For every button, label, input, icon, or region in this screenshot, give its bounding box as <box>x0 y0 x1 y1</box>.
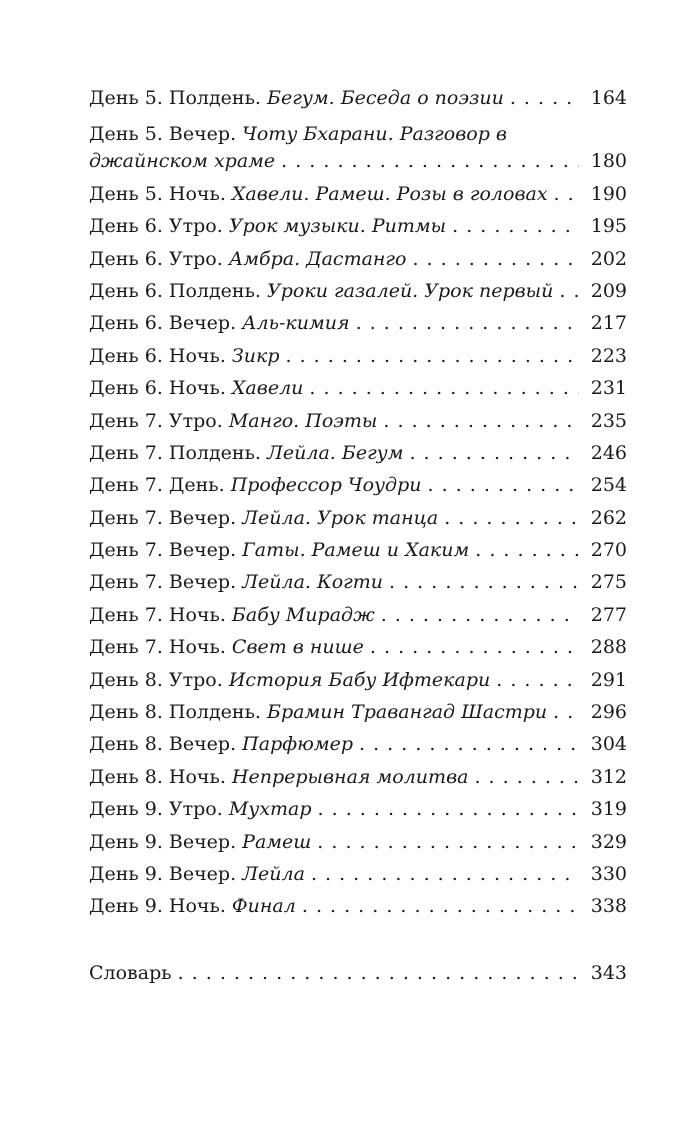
toc-entry-time: День 7. Ночь. <box>89 636 226 659</box>
toc-entry-text <box>89 798 312 820</box>
toc-entry[interactable] <box>89 888 627 920</box>
toc-entry-text <box>89 604 375 626</box>
toc-entry[interactable] <box>89 175 627 207</box>
toc-entry-text <box>89 248 406 270</box>
toc-entry-subject: Лейла <box>242 862 305 885</box>
toc-page-number: 164 <box>579 85 627 112</box>
toc-entry-title <box>89 699 579 726</box>
toc-entry-text <box>89 377 303 399</box>
toc-page-number: 180 <box>579 148 627 175</box>
toc-entry-time: День 6. Ночь. <box>89 377 226 400</box>
toc-entry-title <box>89 602 579 629</box>
toc-entry-text <box>89 312 350 334</box>
toc-page-number: 291 <box>579 667 627 694</box>
toc-entry-subject: Непрерывная молитва <box>231 765 469 788</box>
toc-entry-text <box>89 123 507 172</box>
toc-entry-title <box>89 213 579 240</box>
toc-entry-time: День 7. День. <box>89 474 225 497</box>
toc-entry-time: День 7. Утро. <box>89 409 223 432</box>
toc-page-number: 235 <box>579 408 627 435</box>
toc-entry[interactable] <box>89 273 627 305</box>
toc-entry-title <box>89 278 579 305</box>
toc-entry[interactable] <box>89 532 627 564</box>
toc-entry-time: День 7. Ночь. <box>89 603 226 626</box>
toc-entry[interactable] <box>89 402 627 434</box>
toc-entry-title <box>89 764 579 791</box>
toc-page-number: 195 <box>579 213 627 240</box>
toc-entry-title <box>89 569 579 596</box>
toc-page-number: 246 <box>579 440 627 467</box>
toc-page-number: 209 <box>579 278 627 305</box>
toc-entry[interactable] <box>89 758 627 790</box>
toc-page-number: 190 <box>579 181 627 208</box>
toc-entry-time: День 8. Вечер. <box>89 733 237 756</box>
toc-entry-text <box>89 280 553 302</box>
toc-entry[interactable] <box>89 726 627 758</box>
toc-entry-subject: Брамин Травангад Шастри <box>267 701 548 724</box>
table-of-contents <box>89 80 627 987</box>
toc-entry-subject: Уроки газалей. Урок первый <box>267 279 554 302</box>
toc-entry-title <box>89 505 579 532</box>
toc-entry-text <box>89 571 383 593</box>
toc-entry-subject: Бабу Мирадж <box>231 603 375 626</box>
toc-entry-subject: Хавели <box>231 377 304 400</box>
toc-page-number: 319 <box>579 796 627 823</box>
toc-page-number: 288 <box>579 634 627 661</box>
toc-entry-title <box>89 829 579 856</box>
toc-entry-title <box>89 408 579 435</box>
toc-entry-title <box>89 667 579 694</box>
toc-page-number: 262 <box>579 505 627 532</box>
toc-page-number: 270 <box>579 537 627 564</box>
toc-entry-title <box>89 960 579 987</box>
toc-entry-subject: Хавели. Рамеш. Розы в головах <box>231 182 548 205</box>
toc-entry-text <box>89 669 490 691</box>
toc-entry-title <box>89 537 579 564</box>
toc-entry-subject: Урок музыки. Ритмы <box>228 215 447 238</box>
toc-page-number: 277 <box>579 602 627 629</box>
toc-entry-title <box>89 310 579 337</box>
toc-page-number: 343 <box>579 960 627 987</box>
toc-entry-title <box>89 343 579 370</box>
toc-entry-time: День 8. Полдень. <box>89 701 261 724</box>
toc-entry-time: День 9. Ночь. <box>89 895 226 918</box>
toc-entry-text <box>89 636 364 658</box>
toc-entry-time: День 7. Вечер. <box>89 539 237 562</box>
toc-entry-text <box>89 863 305 885</box>
toc-entry[interactable] <box>89 112 627 175</box>
toc-entry-title <box>89 893 579 920</box>
toc-entry[interactable] <box>89 694 627 726</box>
toc-entry-subject: Зикр <box>231 344 280 367</box>
toc-page-number: 275 <box>579 569 627 596</box>
toc-entry-time: День 8. Ночь. <box>89 765 226 788</box>
toc-entry-glossary[interactable] <box>89 954 627 986</box>
toc-entry-subject: Мухтар <box>228 798 312 821</box>
toc-entry-subject: Рамеш <box>242 830 312 853</box>
toc-entry[interactable] <box>89 435 627 467</box>
toc-entry-subject: Амбра. Дастанго <box>228 247 407 270</box>
toc-page-number: 329 <box>579 829 627 856</box>
toc-page-number: 223 <box>579 343 627 370</box>
toc-entry-text <box>89 831 311 853</box>
toc-entry[interactable] <box>89 305 627 337</box>
toc-entry-subject: Манго. Поэты <box>228 409 378 432</box>
toc-entry-text <box>89 87 504 109</box>
toc-entry-text <box>89 539 469 561</box>
toc-entry[interactable] <box>89 208 627 240</box>
toc-entry-title <box>89 85 579 112</box>
toc-entry-time: День 6. Ночь. <box>89 344 226 367</box>
toc-entry-text <box>89 345 280 367</box>
toc-entry[interactable] <box>89 80 627 112</box>
toc-entry[interactable] <box>89 856 627 888</box>
toc-entry-subject: Гаты. Рамеш и Хаким <box>242 539 470 562</box>
toc-entry-time: День 5. Вечер. <box>89 123 237 146</box>
toc-entry[interactable] <box>89 596 627 628</box>
toc-entry[interactable] <box>89 629 627 661</box>
toc-entry-time: День 6. Полдень. <box>89 279 261 302</box>
toc-entry-time: День 6. Утро. <box>89 247 223 270</box>
toc-entry-time: День 9. Утро. <box>89 798 223 821</box>
toc-entry-subject: Лейла. Когти <box>242 571 384 594</box>
toc-entry-time: День 7. Вечер. <box>89 571 237 594</box>
toc-entry-text <box>89 507 438 529</box>
toc-entry-time: День 7. Вечер. <box>89 506 237 529</box>
toc-entry-title <box>89 181 579 208</box>
toc-entry-subject: Лейла. Бегум <box>267 441 404 464</box>
toc-page-number: 304 <box>579 731 627 758</box>
toc-entry-time: День 9. Вечер. <box>89 862 237 885</box>
toc-entry[interactable] <box>89 661 627 693</box>
toc-entry[interactable] <box>89 791 627 823</box>
toc-page-number: 296 <box>579 699 627 726</box>
toc-entry-title <box>89 440 579 467</box>
toc-entry-title <box>89 375 579 402</box>
toc-entry-text <box>89 733 353 755</box>
toc-entry-subject: Свет в нише <box>231 636 364 659</box>
toc-entry-title <box>89 634 579 661</box>
toc-page-number: 254 <box>579 472 627 499</box>
toc-entry-subject: Финал <box>231 895 296 918</box>
glossary-title: Словарь <box>89 961 172 984</box>
toc-page-number: 338 <box>579 893 627 920</box>
toc-entry-text <box>89 215 446 237</box>
toc-entry-subject: Лейла. Урок танца <box>242 506 439 529</box>
toc-entry[interactable] <box>89 370 627 402</box>
toc-entry[interactable] <box>89 499 627 531</box>
toc-entry-title <box>89 796 579 823</box>
toc-entry-text <box>89 410 377 432</box>
toc-entry-title <box>89 731 579 758</box>
toc-entry-text <box>89 474 422 496</box>
toc-entry-text <box>89 442 403 464</box>
toc-entry-time: День 7. Полдень. <box>89 441 261 464</box>
toc-entry-subject: История Бабу Ифтекари <box>228 668 491 691</box>
toc-page-number: 330 <box>579 861 627 888</box>
toc-entry[interactable] <box>89 337 627 369</box>
toc-entry-subject: Парфюмер <box>242 733 353 756</box>
toc-entry-time: День 5. Ночь. <box>89 182 226 205</box>
toc-entry-title <box>89 246 579 273</box>
toc-entry[interactable] <box>89 467 627 499</box>
toc-entry-subject: Профессор Чоудри <box>230 474 422 497</box>
toc-entry-title <box>89 861 579 888</box>
toc-entry-time: День 6. Утро. <box>89 215 223 238</box>
toc-entry-title <box>89 472 579 499</box>
toc-entry[interactable] <box>89 564 627 596</box>
toc-entry-subject: Чоту Бхарани. Разговор в джайнском храме <box>89 123 507 173</box>
toc-page-number: 217 <box>579 310 627 337</box>
toc-entry-text <box>89 766 468 788</box>
toc-entry-text <box>89 895 296 917</box>
toc-entry-time: День 9. Вечер. <box>89 830 237 853</box>
toc-page-number: 231 <box>579 375 627 402</box>
toc-entry-text <box>89 183 548 205</box>
toc-entry[interactable] <box>89 823 627 855</box>
toc-entry-title <box>89 121 579 175</box>
toc-entry-time: День 5. Полдень. <box>89 87 261 110</box>
toc-entry-time: День 8. Утро. <box>89 668 223 691</box>
toc-entries <box>89 80 627 920</box>
toc-entry-subject: Бегум. Беседа о поэзии <box>267 87 504 110</box>
toc-entry-text <box>89 701 547 723</box>
toc-entry-subject: Аль-кимия <box>242 312 350 335</box>
toc-page-number: 312 <box>579 764 627 791</box>
toc-entry[interactable] <box>89 240 627 272</box>
toc-entry-time: День 6. Вечер. <box>89 312 237 335</box>
toc-page-number: 202 <box>579 246 627 273</box>
